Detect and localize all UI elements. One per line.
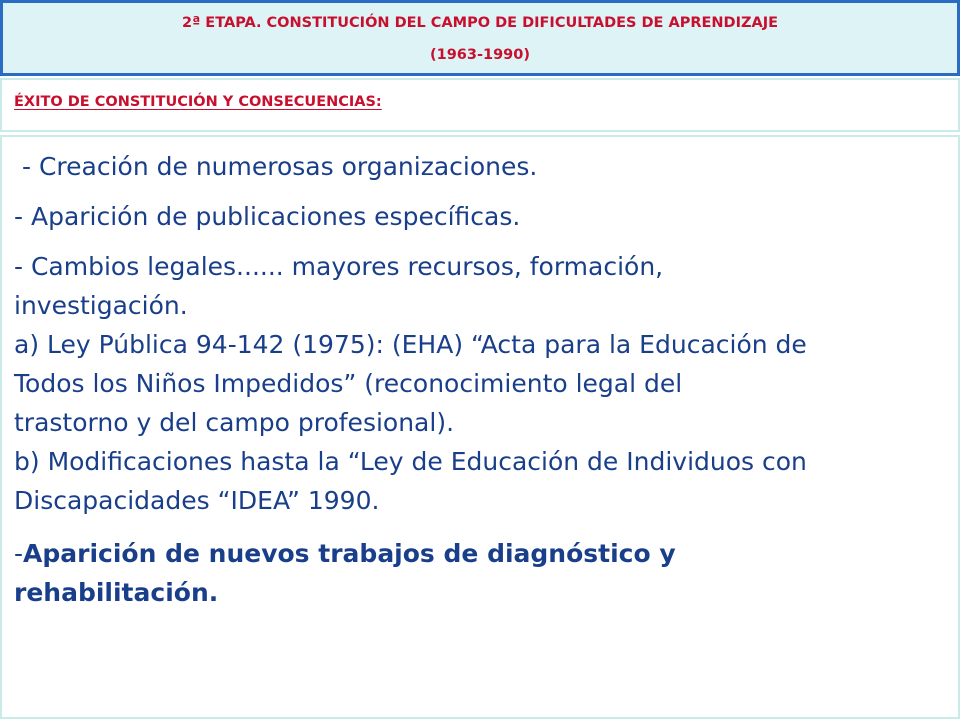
slide-title-box (0, 0, 960, 76)
list-item-diagnostico (14, 534, 949, 573)
slide-title: 2ª ETAPA. CONSTITUCIÓN DEL CAMPO DE DIFICULTADES DE APRENDIZAJE (181, 15, 779, 31)
list-item-publicaciones: - Aparición de publicaciones específicas. (14, 202, 521, 231)
list-item-organizaciones: - Creación de numerosas organizaciones. (22, 152, 538, 181)
list-item-diagnostico-text: Aparición de nuevos trabajos de diagnóstico y (23, 539, 676, 568)
list-item-cambios-legales-cont: investigación. (14, 291, 188, 320)
sub-item-b-cont: Discapacidades “IDEA” 1990. (14, 486, 380, 515)
list-item-cambios-legales: - Cambios legales...... mayores recursos, formación, (14, 252, 664, 281)
list-item-diagnostico-cont: rehabilitación. (14, 578, 219, 607)
list-item-dash: - (14, 539, 24, 568)
sub-item-a: a) Ley Pública 94-142 (1975): (EHA) “Acta para la Educación de (14, 330, 807, 359)
slide-title-years: (1963-1990) (430, 47, 530, 63)
content-text (14, 147, 949, 612)
sub-item-a-cont2: trastorno y del campo profesional). (14, 408, 455, 437)
section-heading-box (0, 78, 960, 132)
sub-item-b: b) Modificaciones hasta la “Ley de Educación de Individuos con (14, 447, 807, 476)
content-box (0, 135, 960, 719)
section-heading: ÉXITO DE CONSTITUCIÓN Y CONSECUENCIAS: (14, 94, 382, 110)
sub-item-a-cont1: Todos los Niños Impedidos” (reconocimiento legal del (14, 369, 683, 398)
